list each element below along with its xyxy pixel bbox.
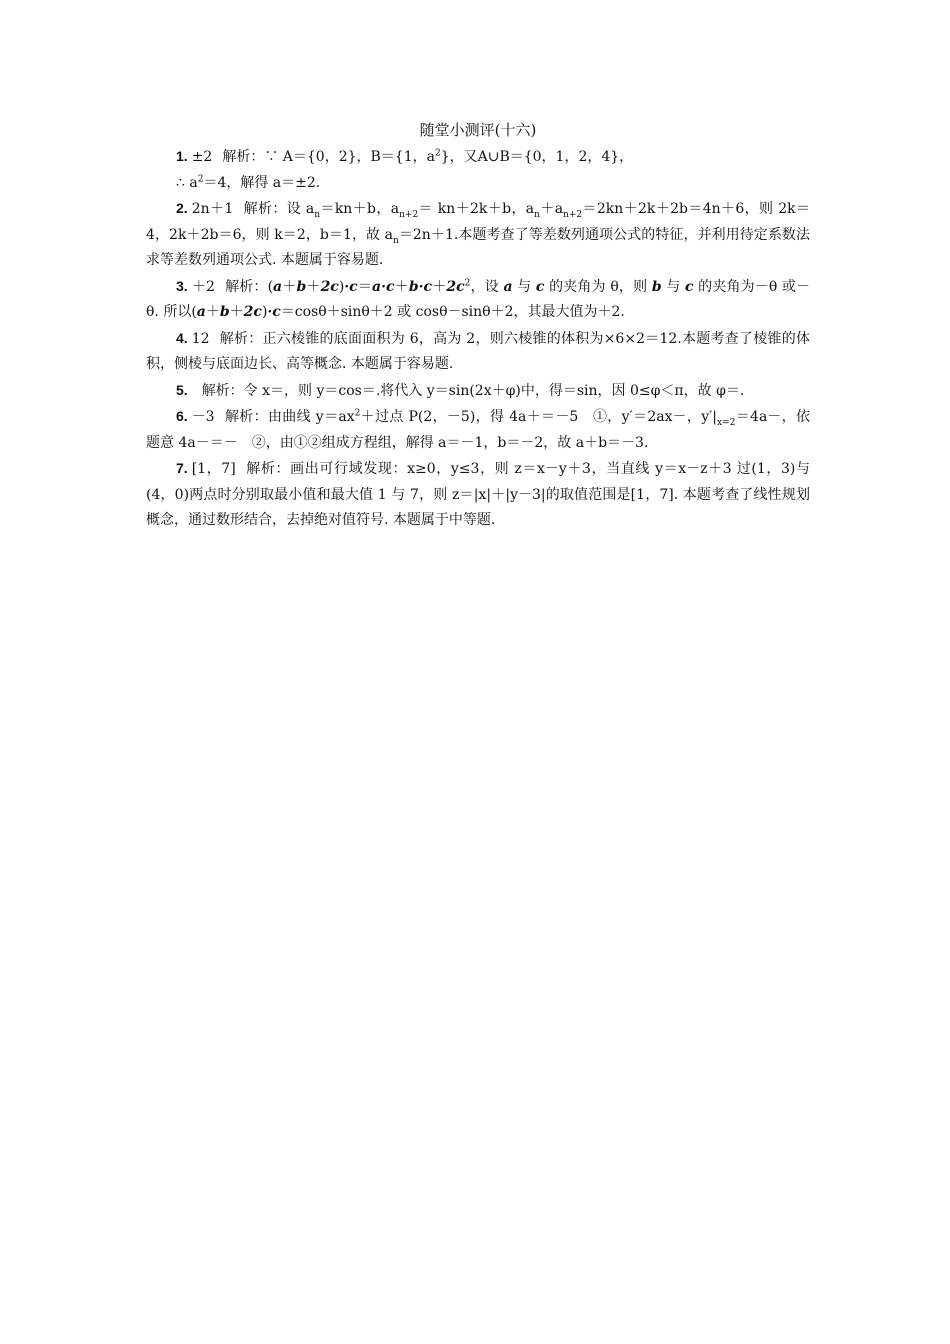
item-answer: 2n＋1	[191, 201, 234, 217]
item-explanation: 解析：由曲线 $y=ax^2+$过点 P(2，－5)，得 4a＋＝－5 ①，y′＝2ax－，$y'|_{x=2}=4a-$，依题意 4a－＝－ ②，由①②组成方程组，解得 a＝－1，b＝－2，故 a＋b＝－3.	[146, 408, 810, 451]
item-answer: 12	[191, 330, 210, 347]
item-number: 2.	[176, 200, 188, 216]
item-explanation: 解析：∵ A＝{0，2}，B＝{1，$a^2$}，又A∪B＝{0，1，2，4}，	[222, 148, 634, 165]
item-explanation: 解析：正六棱锥的底面面积为 6，高为 2，则六棱锥的体积为×6×2＝12.本题考查了棱锥的体积，侧棱与底面边长、高等概念. 本题属于容易题.	[146, 330, 810, 372]
item-number: 6.	[176, 408, 188, 424]
item-number: 7.	[176, 460, 188, 476]
solution-item-6	[146, 404, 810, 456]
solution-item-2	[146, 196, 810, 274]
solution-list	[146, 144, 810, 534]
page-title: 随堂小测评(十六)	[419, 121, 537, 139]
item-answer: ＋2	[191, 278, 215, 295]
item-answer: [1，7]	[191, 461, 236, 477]
solution-item-7	[146, 456, 810, 534]
item-explanation: 解析：令 x＝，则 y＝cos＝.将代入 y＝sin(2x＋φ)中，得＝sin，因 0≤φ＜π，故 φ＝.	[201, 382, 745, 399]
item-explanation: 解析：$(a+b+2c)\cdot c=a\cdot c+b\cdot c+2c^2$，设 a 与 c 的夹角为 θ，则 b 与 c 的夹角为－θ 或－θ. 所以(a＋b＋2c)·c＝cosθ＋sinθ＋2 或 cosθ－sinθ＋2，其最大值为＋2.	[146, 277, 811, 320]
solution-item-1	[146, 144, 810, 171]
item-number: 1.	[176, 148, 188, 164]
item-continuation: ∴ $a^2=4$，解得 a＝±2.	[176, 173, 321, 191]
document-page	[146, 118, 810, 534]
item-number: 3.	[176, 277, 188, 294]
item-answer: ±2	[191, 149, 213, 165]
solution-item-4	[146, 326, 810, 378]
solution-item-3	[146, 274, 810, 326]
item-number: 4.	[176, 329, 188, 346]
solution-item-5	[146, 378, 810, 405]
item-answer: －3	[191, 409, 215, 425]
item-explanation: 解析：画出可行域发现：x≥0，y≤3，则 z＝x－y＋3，当直线 y＝x－z＋3 过(1，3)与(4，0)两点时分别取最小值和最大值 1 与 7，则 z＝|x|＋|y－3|的取值范围是[1，7]. 本题考查了线性规划概念，通过数形结合，去掉绝对值符号. 本题属于中等题.	[146, 461, 810, 528]
item-number: 5.	[176, 381, 188, 398]
item-explanation: 解析：设 $a_n=kn+b$，$a_{n+2}= kn+2k+b$，$a_n+a_{n+2}=2kn+2k+2b=4n+6$，则 2k＝4，2k＋2b＝6，则 k＝2，b＝1，故 $a_n=2n+1$.本题考查了等差数列通项公式的特征，并利用待定系数法求等差数列通项公式. 本题属于容易题.	[146, 201, 810, 268]
